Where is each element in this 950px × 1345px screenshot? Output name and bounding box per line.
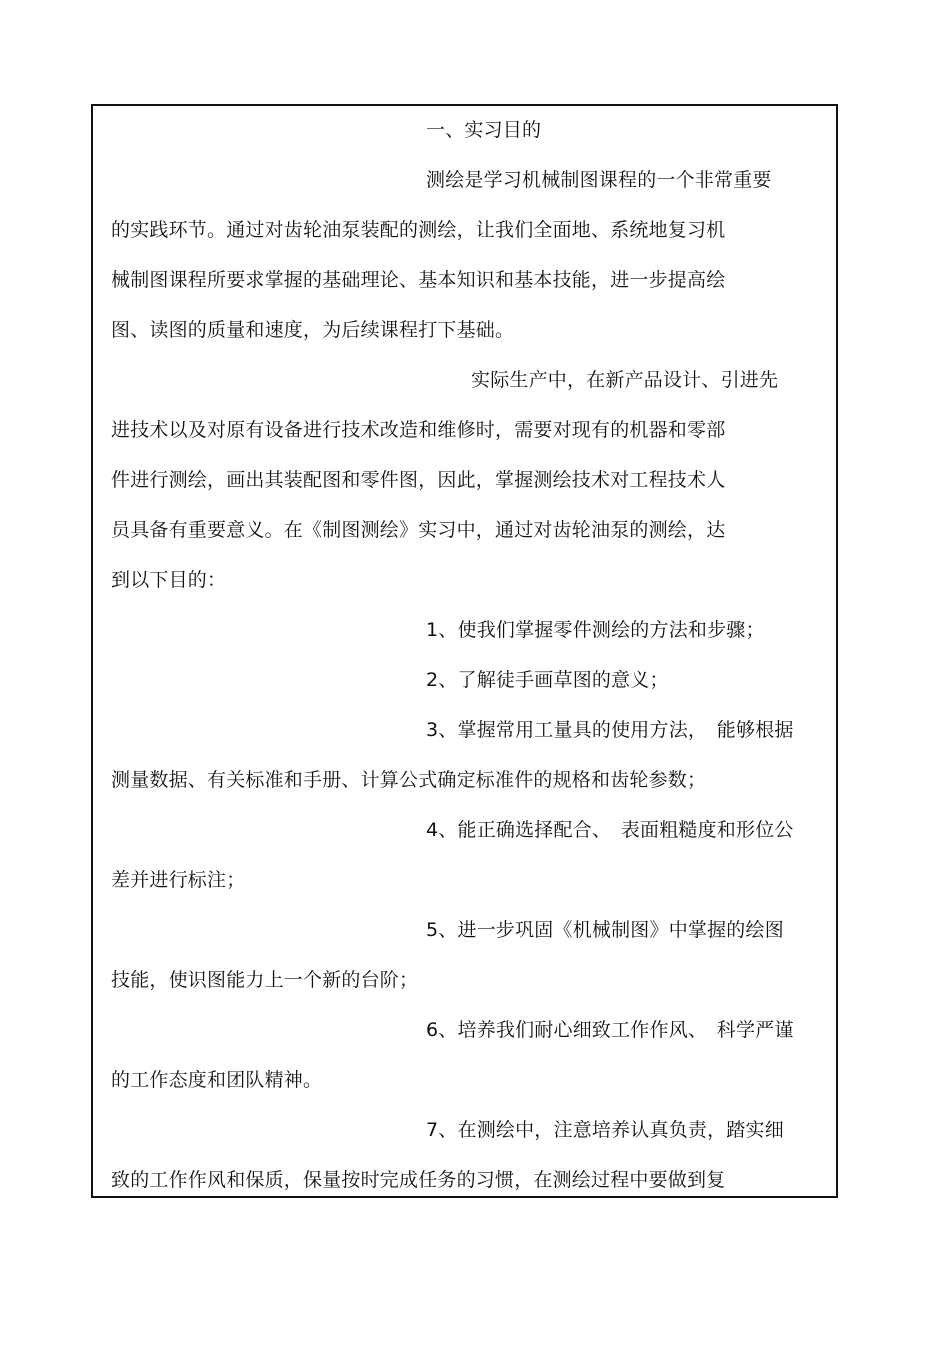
document-frame xyxy=(91,104,838,1198)
text-line: 械制图课程所要求掌握的基础理论、基本知识和基本技能，进一步提高绘 xyxy=(111,269,726,291)
list-item: 7、在测绘中，注意培养认真负责，踏实细 xyxy=(426,1119,784,1141)
text-line: 差并进行标注； xyxy=(111,869,246,891)
list-item: 4、能正确选择配合、 表面粗糙度和形位公 xyxy=(426,819,794,841)
text-line: 测量数据、有关标准和手册、计算公式确定标准件的规格和齿轮参数； xyxy=(111,769,707,791)
text-line: 到以下目的： xyxy=(111,569,227,591)
list-item: 6、培养我们耐心细致工作作风、 科学严谨 xyxy=(426,1019,794,1041)
list-item: 3、掌握常用工量具的使用方法， 能够根据 xyxy=(426,719,794,741)
list-item: 1、使我们掌握零件测绘的方法和步骤； xyxy=(426,619,765,641)
text-line: 件进行测绘，画出其装配图和零件图，因此，掌握测绘技术对工程技术人 xyxy=(111,469,726,491)
list-item: 5、进一步巩固《机械制图》中掌握的绘图 xyxy=(426,919,784,941)
text-line: 的实践环节。通过对齿轮油泵装配的测绘，让我们全面地、系统地复习机 xyxy=(111,219,726,241)
list-item: 2、了解徒手画草图的意义； xyxy=(426,669,669,691)
text-line: 实际生产中，在新产品设计、引进先 xyxy=(471,369,779,391)
text-line: 图、读图的质量和速度，为后续课程打下基础。 xyxy=(111,319,515,341)
text-line: 的工作态度和团队精神。 xyxy=(111,1069,323,1091)
text-line: 致的工作作风和保质，保量按时完成任务的习惯，在测绘过程中要做到复 xyxy=(111,1169,726,1191)
text-line: 技能，使识图能力上一个新的台阶； xyxy=(111,969,419,991)
text-line: 测绘是学习机械制图课程的一个非常重要 xyxy=(426,169,772,191)
text-line: 进技术以及对原有设备进行技术改造和维修时，需要对现有的机器和零部 xyxy=(111,419,726,441)
section-heading: 一、实习目的 xyxy=(426,119,542,141)
text-line: 员具备有重要意义。在《制图测绘》实习中，通过对齿轮油泵的测绘，达 xyxy=(111,519,726,541)
